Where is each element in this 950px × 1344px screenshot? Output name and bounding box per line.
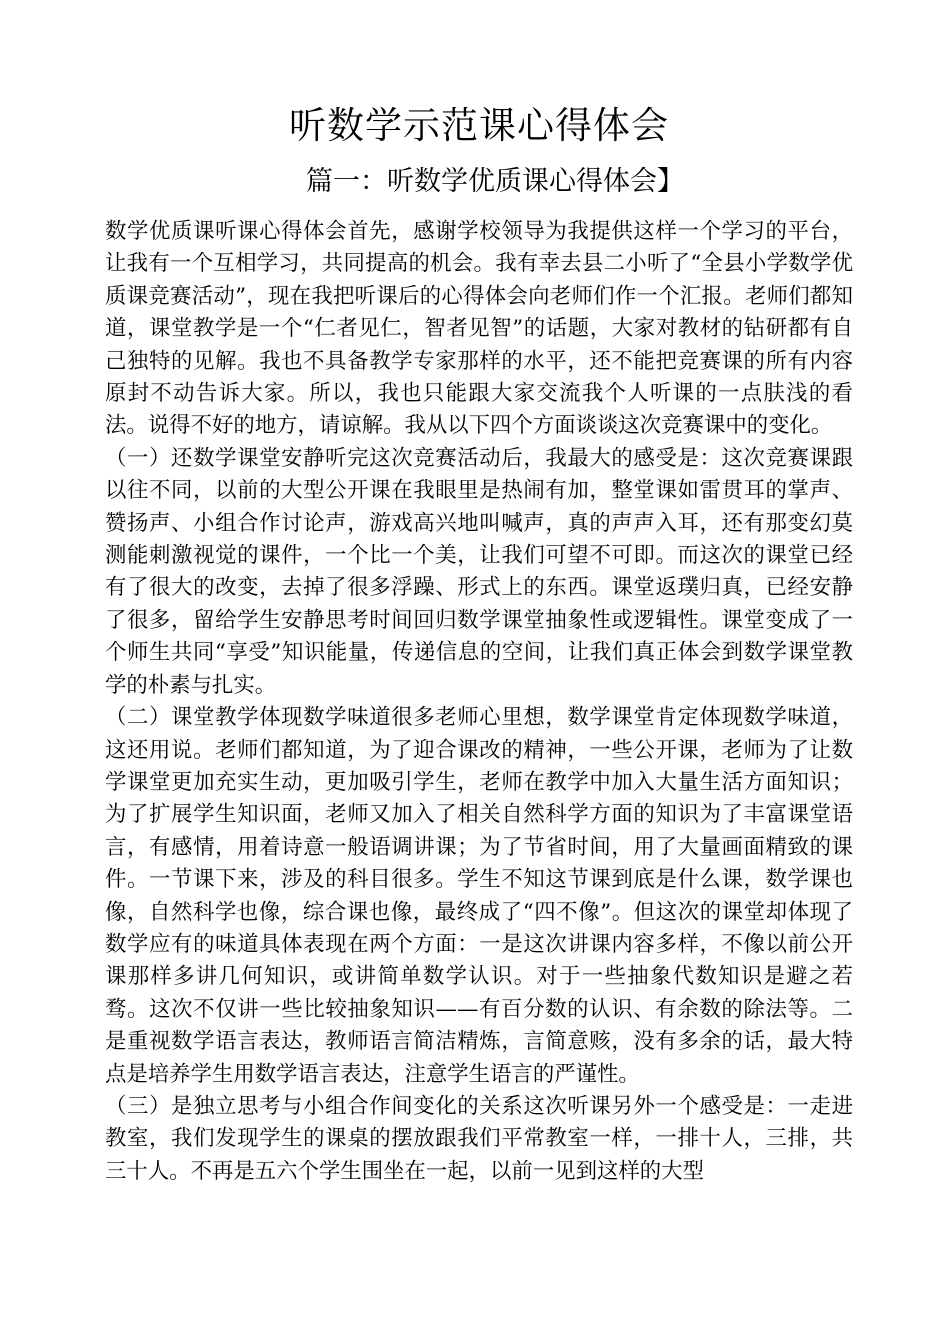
paragraph-intro: 数学优质课听课心得体会首先，感谢学校领导为我提供这样一个学习的平台，让我有一个互相学习，共同提高的机会。我有幸去县二小听了“全县小学数学优质课竞赛活动”，现在我把听课后的心得体会向老师们作一个汇报。老师们都知道，课堂教学是一个“仁者见仁，智者见智”的话题，大家对教材的钻研都有自己独特的见解。我也不具备教学专家那样的水平，还不能把竞赛课的所有内容原封不动告诉大家。所以，我也只能跟大家交流我个人听课的一点肤浅的看法。说得不好的地方，请谅解。我从以下四个方面谈谈这次竞赛课中的变化。 — [105, 219, 853, 439]
paragraph-section-2: （二）课堂教学体现数学味道很多老师心里想，数学课堂肯定体现数学味道，这还用说。老师们都知道，为了迎合课改的精神，一些公开课，老师为了让数学课堂更加充实生动，更加吸引学生，老师在教学中加入大量生活方面知识；为了扩展学生知识面，老师又加入了相关自然科学方面的知识为了丰富课堂语言，有感情，用着诗意一般语调讲课；为了节省时间，用了大量画面精致的课件。一节课下来，涉及的科目很多。学生不知这节课到底是什么课，数学课也像，自然科学也像，综合课也像，最终成了“四不像”。但这次的课堂却体现了数学应有的味道具体表现在两个方面：一是这次讲课内容多样，不像以前公开课那样多讲几何知识，或讲简单数学认识。对于一些抽象代数知识是避之若骛。这次不仅讲一些比较抽象知识——有百分数的认识、有余数的除法等。二是重视数学语言表达，教师语言简洁精炼，言简意赅，没有多余的话，最大特点是培养学生用数学语言表达，注意学生语言的严谨性。 — [105, 705, 853, 1087]
paragraph-section-1: （一）还数学课堂安静听完这次竞赛活动后，我最大的感受是：这次竞赛课跟以往不同，以前的大型公开课在我眼里是热闹有加，整堂课如雷贯耳的掌声、赞扬声、小组合作讨论声，游戏高兴地叫喊声，真的声声入耳，还有那变幻莫测能刺激视觉的课件，一个比一个美，让我们可望不可即。而这次的课堂已经有了很大的改变，去掉了很多浮躁、形式上的东西。课堂返璞归真，已经安静了很多，留给学生安静思考时间回归数学课堂抽象性或逻辑性。课堂变成了一个师生共同“享受”知识能量，传递信息的空间，让我们真正体会到数学课堂教学的朴素与扎实。 — [105, 445, 853, 698]
document-subtitle: 篇一：听数学优质课心得体会】 — [306, 166, 684, 197]
paragraph-section-3: （三）是独立思考与小组合作间变化的关系这次听课另外一个感受是：一走进教室，我们发现学生的课桌的摆放跟我们平常教室一样，一排十人，三排，共三十人。不再是五六个学生围坐在一起，以前一见到这样的大型 — [105, 1093, 853, 1184]
document-body — [105, 216, 853, 1188]
document-page — [105, 98, 853, 1188]
document-title: 听数学示范课心得体会 — [289, 104, 669, 147]
